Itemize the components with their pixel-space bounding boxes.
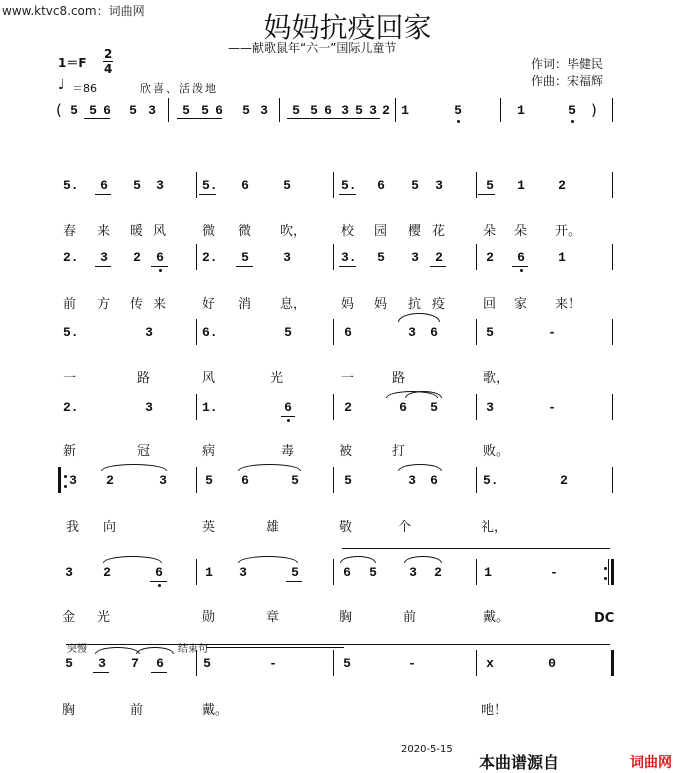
lyric-word: 新 [63, 444, 77, 459]
score-note: 5 [343, 656, 351, 671]
bar-line [476, 244, 477, 270]
bar-line [476, 559, 477, 585]
octave-dot [159, 269, 162, 272]
score-note: 5 [344, 473, 352, 488]
bar-line [196, 244, 197, 270]
lyric-word: 樱 [408, 224, 422, 239]
repeat-bar [58, 467, 61, 493]
score-note: 6 [241, 473, 249, 488]
lyric-word: 勋 [202, 610, 216, 625]
sustain-dash: - [550, 565, 558, 580]
bar-line [476, 394, 477, 420]
intro-note: 5 [242, 103, 250, 118]
beam-line [98, 118, 110, 119]
score-note: 3 [435, 178, 443, 193]
lyric-word: 章 [266, 610, 280, 625]
score-note: 2. [63, 400, 79, 415]
slur-arc [103, 556, 162, 563]
bar-line [196, 319, 197, 345]
bar-line [476, 467, 477, 493]
lyric-word: 雄 [266, 520, 280, 535]
bar-line [611, 559, 614, 585]
score-note: 1 [205, 565, 213, 580]
score-note: 6 [156, 656, 164, 671]
score-note: 5 [65, 656, 73, 671]
score-note: 6 [430, 473, 438, 488]
score-note: 3 [409, 565, 417, 580]
score-note: 2 [106, 473, 114, 488]
score-note: 5 [133, 178, 141, 193]
beam-line [478, 194, 495, 195]
bar-line [196, 172, 197, 198]
score-note: 2 [558, 178, 566, 193]
score-note: 6 [517, 250, 525, 265]
intro-note: 3 [369, 103, 377, 118]
slur-arc [404, 556, 442, 563]
lyric-word: 朵 [483, 224, 497, 239]
lyric-word: 吹， [280, 224, 307, 239]
slur-arc [238, 556, 298, 563]
intro-note: 1 [517, 103, 525, 118]
repeat-bar [608, 559, 609, 585]
score-note: 3 [486, 400, 494, 415]
lyric-word: 金 [62, 610, 76, 625]
score-note: 6 [430, 325, 438, 340]
score-note: x [486, 656, 494, 671]
score-note: 2 [103, 565, 111, 580]
lyric-word: 被 [339, 444, 353, 459]
lyric-word: 光 [270, 371, 284, 386]
score-note: 3 [283, 250, 291, 265]
slur-arc [238, 464, 301, 471]
score-note: 6 [100, 178, 108, 193]
tempo-value: ＝86 [72, 82, 97, 95]
lyric-word: 个 [398, 520, 412, 535]
score-note: 1. [202, 400, 218, 415]
lyric-word: 妈 [341, 297, 355, 312]
bar-line [333, 559, 334, 585]
lyric-word: 路 [137, 371, 151, 386]
beam-line [151, 266, 168, 267]
lyric-word: 胸 [339, 610, 353, 625]
bar-line [196, 559, 197, 585]
score-note: 2 [435, 250, 443, 265]
score-note: 6 [377, 178, 385, 193]
ending-tag: 结束句 [178, 644, 208, 655]
score-note: 3 [65, 565, 73, 580]
octave-dot [571, 120, 574, 123]
slur-arc [95, 647, 140, 654]
intro-open-paren: ( [56, 101, 62, 119]
intro-note: 5 [310, 103, 318, 118]
lyric-word: 胸 [62, 703, 76, 718]
lyric-word: 冠 [137, 444, 151, 459]
bar-line [612, 98, 613, 122]
lyric-word: 疫 [432, 297, 446, 312]
beam-line [196, 118, 222, 119]
intro-note: 5 [201, 103, 209, 118]
lyric-word: 妈 [374, 297, 388, 312]
lyric-word: 一 [341, 371, 355, 386]
bar-line [196, 394, 197, 420]
tie-line [66, 644, 610, 645]
lyric-word: 戴。 [483, 610, 510, 625]
lyric-word: 光 [97, 610, 111, 625]
score-note: 2. [202, 250, 218, 265]
site-watermark: www.ktvc8.com：词曲网 [2, 4, 145, 18]
lyric-word: 来！ [555, 297, 582, 312]
intro-note: 3 [341, 103, 349, 118]
lyric-word: 好 [202, 297, 216, 312]
score-note: 6 [155, 565, 163, 580]
beam-line [150, 581, 167, 582]
score-note: 6 [284, 400, 292, 415]
lyric-word: 方 [97, 297, 111, 312]
repeat-dot [64, 475, 67, 478]
bar-line [333, 467, 334, 493]
sustain-dash: - [548, 325, 556, 340]
lyric-word: 校 [341, 224, 355, 239]
score-note: 2 [133, 250, 141, 265]
intro-note: 2 [382, 103, 390, 118]
lyric-word: 向 [103, 520, 117, 535]
lyricist-credit: 作词：毕健民 [531, 57, 604, 71]
bar-line [279, 98, 280, 122]
bar-line [333, 319, 334, 345]
slur-arc [398, 464, 442, 471]
lyric-word: 微 [238, 224, 252, 239]
score-note: 1 [484, 565, 492, 580]
beam-line [93, 672, 109, 673]
score-note: 5 [486, 178, 494, 193]
score-note: 2 [344, 400, 352, 415]
bar-line [476, 319, 477, 345]
bar-line [476, 650, 477, 676]
lyric-word: 一 [63, 371, 77, 386]
lyric-word: 开。 [555, 224, 582, 239]
lyric-word: 微 [202, 224, 216, 239]
score-note: 5 [205, 473, 213, 488]
bar-line [612, 467, 613, 493]
slur-arc [398, 313, 440, 322]
score-note: 6 [343, 565, 351, 580]
lyric-word: 路 [392, 371, 406, 386]
song-subtitle: ——献歌鼠年“六一”国际儿童节 [228, 41, 397, 55]
lyric-word: 家 [514, 297, 528, 312]
score-note: 1 [558, 250, 566, 265]
score-note: 0 [548, 656, 556, 671]
repeat-dot [604, 577, 607, 580]
bar-line [395, 98, 396, 122]
intro-note: 5 [70, 103, 78, 118]
lyric-word: 英 [202, 520, 216, 535]
octave-dot [520, 269, 523, 272]
lyric-word: 来 [97, 224, 111, 239]
beam-line [95, 266, 111, 267]
bar-line [333, 244, 334, 270]
score-note: 1 [517, 178, 525, 193]
date-stamp: 2020-5-15 [401, 744, 453, 755]
score-note: 5 [486, 325, 494, 340]
score-note: 5. [202, 178, 218, 193]
bar-line [333, 172, 334, 198]
lyric-word: 风 [153, 224, 167, 239]
score-note: 3 [145, 325, 153, 340]
bar-line [333, 394, 334, 420]
score-note: 3 [69, 473, 77, 488]
bar-line [611, 650, 614, 676]
key-signature: 1＝F [58, 56, 87, 70]
score-note: 5 [411, 178, 419, 193]
beam-line [151, 672, 167, 673]
intro-note: 5 [568, 103, 576, 118]
bar-line [500, 98, 501, 122]
site-logo: 词曲网 [630, 755, 672, 771]
score-note: 6 [344, 325, 352, 340]
lyric-word: 来 [153, 297, 167, 312]
bar-line [612, 172, 613, 198]
tie-line [206, 647, 344, 648]
lyric-word: 前 [403, 610, 417, 625]
lyric-word: 园 [374, 224, 388, 239]
lyric-word: 暖 [130, 224, 144, 239]
lyric-word: 抗 [408, 297, 422, 312]
repeat-dot [64, 485, 67, 488]
intro-note: 5 [89, 103, 97, 118]
lyric-word: 息， [280, 297, 307, 312]
octave-dot [287, 419, 290, 422]
lyric-word: 败。 [483, 444, 510, 459]
lyric-word: 打 [392, 444, 406, 459]
score-note: 6. [202, 325, 218, 340]
score-note: 5 [283, 178, 291, 193]
lyric-word: 敬 [339, 520, 353, 535]
quarter-note-icon: ♩ [58, 77, 65, 93]
beam-line [281, 416, 295, 417]
lyric-word: 歌， [483, 371, 510, 386]
intro-close-paren: ) [591, 101, 597, 119]
score-note: 2. [63, 250, 79, 265]
score-note: 5. [63, 325, 79, 340]
bar-line [612, 244, 613, 270]
expression-mark: 欣喜、活泼地 [140, 82, 218, 95]
slur-arc [340, 556, 376, 563]
intro-note: 3 [260, 103, 268, 118]
score-note: 3 [98, 656, 106, 671]
lyric-word: 前 [130, 703, 144, 718]
score-note: 5 [284, 325, 292, 340]
slur-arc [136, 647, 174, 654]
intro-note: 5 [292, 103, 300, 118]
score-note: 5 [377, 250, 385, 265]
score-note: 5 [241, 250, 249, 265]
score-note: 3 [408, 325, 416, 340]
intro-note: 6 [103, 103, 111, 118]
score-note: 3 [156, 178, 164, 193]
beam-line [339, 266, 356, 267]
beam-line [339, 194, 356, 195]
lyric-word: 戴。 [202, 703, 229, 718]
score-note: 5. [341, 178, 357, 193]
intro-note: 1 [401, 103, 409, 118]
intro-note: 5 [454, 103, 462, 118]
beam-line [95, 194, 111, 195]
score-note: 6 [156, 250, 164, 265]
score-note: 2 [434, 565, 442, 580]
lyric-word: 回 [483, 297, 497, 312]
score-note: 6 [399, 400, 407, 415]
bar-line [168, 98, 169, 122]
lyric-word: 礼， [481, 520, 508, 535]
bar-line [476, 172, 477, 198]
composer-credit: 作曲：宋福辉 [531, 74, 604, 88]
score-note: 3 [411, 250, 419, 265]
intro-note: 3 [148, 103, 156, 118]
score-note: 6 [241, 178, 249, 193]
lyric-word: 前 [63, 297, 77, 312]
lyric-word: 春 [63, 224, 77, 239]
lyric-word: 传 [130, 297, 144, 312]
lyric-word: 朵 [514, 224, 528, 239]
bar-line [196, 467, 197, 493]
lyric-word: 病 [202, 444, 216, 459]
intro-note: 6 [324, 103, 332, 118]
bar-line [612, 319, 613, 345]
repeat-dot [604, 567, 607, 570]
lyric-word: 吔！ [481, 703, 508, 718]
bar-line [612, 394, 613, 420]
beam-line [286, 581, 302, 582]
lyric-word: 花 [432, 224, 446, 239]
slur-arc [386, 391, 438, 398]
tie-line [342, 548, 610, 549]
intro-note: 5 [129, 103, 137, 118]
octave-dot [457, 120, 460, 123]
beam-line [430, 266, 446, 267]
intro-note: 5 [355, 103, 363, 118]
score-note: 3 [239, 565, 247, 580]
score-note: 5 [291, 473, 299, 488]
beam-line [512, 266, 528, 267]
score-note: 5. [63, 178, 79, 193]
sustain-dash: - [548, 400, 556, 415]
score-note: 5. [483, 473, 499, 488]
lyric-word: 风 [202, 371, 216, 386]
tempo-change-tag: 突慢 [67, 644, 87, 655]
sustain-dash: - [408, 656, 416, 671]
lyric-word: 毒 [281, 444, 295, 459]
score-note: 7 [131, 656, 139, 671]
beam-line [199, 194, 216, 195]
time-signature-bottom: 4 [104, 62, 113, 76]
beam-line [305, 118, 380, 119]
intro-note: 6 [215, 103, 223, 118]
score-note: 3 [100, 250, 108, 265]
score-note: 3 [408, 473, 416, 488]
score-note: 3 [145, 400, 153, 415]
intro-note: 5 [182, 103, 190, 118]
source-label: 本曲谱源自 [479, 753, 560, 772]
octave-dot [158, 584, 161, 587]
score-note: 5 [430, 400, 438, 415]
sustain-dash: - [269, 656, 277, 671]
bar-line [333, 650, 334, 676]
score-note: 5 [369, 565, 377, 580]
score-note: 3. [341, 250, 357, 265]
score-note: 3 [159, 473, 167, 488]
score-note: 2 [486, 250, 494, 265]
beam-line [236, 266, 253, 267]
lyric-word: 消 [238, 297, 252, 312]
time-signature-top: 2 [104, 47, 113, 61]
score-note: 5 [203, 656, 211, 671]
lyric-word: 我 [66, 520, 80, 535]
slur-arc [101, 464, 167, 471]
score-note: 2 [560, 473, 568, 488]
song-title: 妈妈抗疫回家 [263, 11, 432, 44]
dc-mark: DC [594, 611, 615, 626]
score-note: 5 [291, 565, 299, 580]
